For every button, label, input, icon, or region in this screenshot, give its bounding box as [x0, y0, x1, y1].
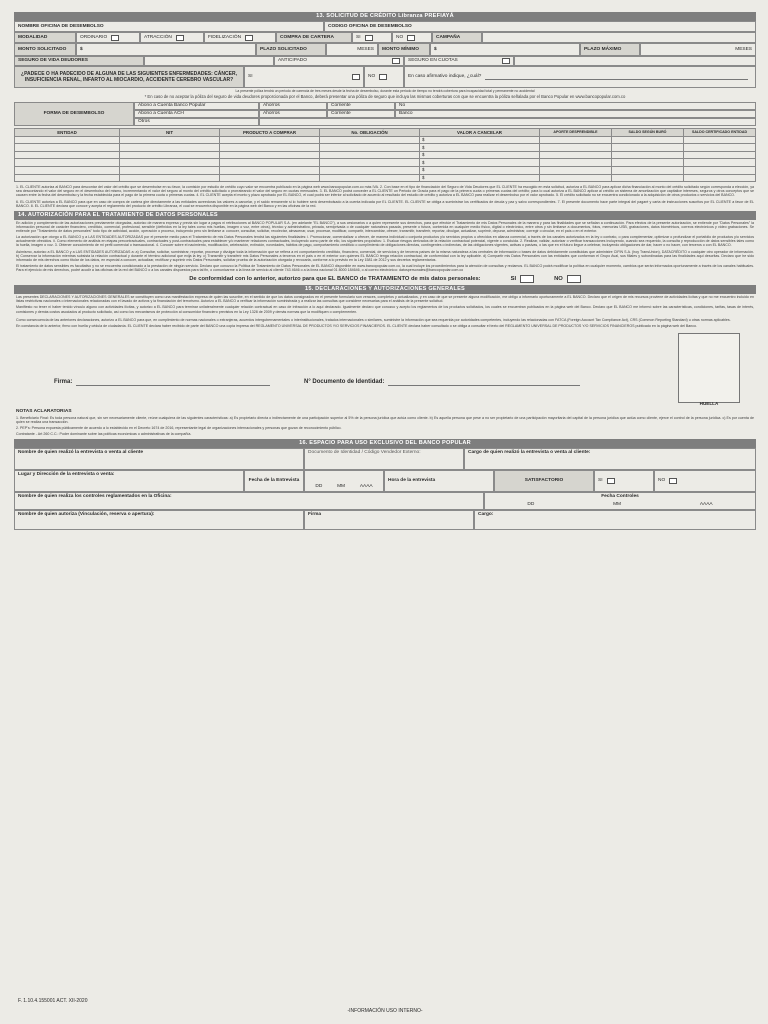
plazo-maximo-meses-label: MESES — [735, 46, 752, 52]
atraccion-label: ATRACCIÓN — [144, 34, 172, 40]
plazo-maximo-label: PLAZO MÁXIMO — [580, 43, 640, 56]
nombre-autoriza-field[interactable] — [14, 510, 304, 530]
nombre-controles-field[interactable] — [14, 492, 484, 510]
col-entidad: ENTIDAD — [15, 128, 120, 136]
codigo-oficina-field[interactable] — [324, 21, 756, 32]
nombre-entrevista-label: Nombre de quien realizó la entrevista o venta al cliente — [18, 450, 144, 456]
monto-currency: $ — [80, 46, 83, 52]
compra-no-label: NO — [396, 34, 404, 40]
abono-popular-no[interactable] — [395, 102, 756, 110]
datos-text-1: En adición y complemento de las autorizaciones previamente otorgadas, autorizo de manera expresa y previa sin lugar a pagos ni retribuciones al BANCO POPULAR S.A. (en adelante "EL BANCO"), a sus cesionarios o a quien represente sus derechos, para que efectúe el Tratamiento de mis Datos Personales de la manera y para las finalidades que se señalan a continuación. Para efectos de la presente autorización, se entiende por "Datos Personales" la información personal de carácter financiero, crediticio, comercial, profesional, sensible (definidos en la ley tales como mis huellas, imagen o voz, entre otros), técnico y administrativo, privada, semiprivada o de cualquier naturaleza pasada, presente o futura, contenida en cualquier medio físico, digital o electrónico, entre otros y sin limitarse a documentos, fotos, memorias USB, grabaciones, datos biométricos, correos electrónicos y video grabaciones. Se entiende por "Tratamiento de datos personales" todo tipo de actividad, acción, operación o proceso, incluyendo pero sin limitarse a: conocer, consultar, solicitar, recolectar, almacenar, usar, procesar, modificar, compartir, intercambiar, ofrecer, transmitir, transferir, reportar, divulgar, actualizar, suprimir, depurar, administrar, corregir o circular, en el país o en el exterior. — [16, 220, 754, 233]
ach-corriente-label: Corriente — [331, 110, 351, 116]
forma-desembolso-label: FORMA DE DESEMBOLSO — [14, 102, 134, 126]
col-obligacion: No. OBLIGACIÓN — [320, 128, 420, 136]
declaraciones-text-4: En constancia de lo anterior, firmo con huella y cédula de ciudadanía. EL CLIENTE declara haber recibido de parte del BANCO una copia impresa del REGLAMENTO UNIVERSAL DE PRODUCTOS Y/O SERVICIOS FINANCIEROS. EL CLIENTE declara haber consultado o se obliga a consultar el texto del REGLAMENTO UNIVERSAL DE PRODUCTOS Y/O SERVICIOS FINANCIEROS publicado en la página web del Banco. — [16, 323, 698, 328]
modalidad-ordinario[interactable] — [76, 32, 140, 43]
abono-ach-ahorros[interactable] — [259, 110, 327, 118]
poliza-note: * En caso de no aceptar la póliza del seguro de vida deudores proporcionada por el Banco, deberá presentar una póliza de seguro que incluya las mismas coberturas con que se encuentra la póliza señalada por el Banco Popular en www.bancopopular.com.co — [144, 94, 626, 100]
cargo-entrevista-field[interactable] — [464, 448, 756, 470]
satisfactorio-no[interactable] — [654, 470, 756, 492]
datos-si-label: SI — [510, 275, 517, 282]
otros-field[interactable] — [259, 118, 756, 126]
nombre-oficina-label: NOMBRE OFICINA DE DESEMBOLSO — [18, 23, 104, 29]
fecha-aaaa: AAAA — [359, 484, 373, 490]
cargo-autoriza-label: Cargo: — [478, 512, 494, 518]
credit-application-page — [14, 12, 756, 1016]
seguro-cuotas[interactable] — [404, 56, 514, 66]
lugar-entrevista-label: Lugar y Dirección de la entrevista o venta: — [18, 472, 115, 478]
plazo-maximo-field[interactable] — [640, 43, 756, 56]
modalidad-fidelizacion[interactable] — [204, 32, 276, 43]
declaraciones-text-1: Las presentes DECLARACIONES Y AUTORIZACIONES GENERALES se constituyen como una manifestación expresa de quien las suscribe, en el sentido de que los datos consignados en el presente formulario son veraces, completos y actualizados, y en caso de que se presente alguna modificación, me obligo a informarlo oportunamente a EL BANCO. Declaro que el origen de mis recursos proviene de actividades lícitas y que no me encuentro incluido en listas restrictivas nacionales o internacionales relacionadas con el lavado de activos y la financiación del terrorismo. Autorizo a EL BANCO a verificar la información suministrada y a realizar las consultas que considere necesarias para el análisis de la presente solicitud. — [16, 295, 754, 304]
ordinario-label: ORDINARIO — [80, 34, 108, 40]
seguro-vida-blank — [144, 56, 274, 66]
section-14-title: 14. AUTORIZACIÓN PARA EL TRATAMIENTO DE DATOS PERSONALES — [14, 211, 756, 220]
campana-label: CAMPAÑA — [432, 32, 482, 43]
table-row[interactable] — [15, 136, 756, 144]
enfermedad-cual-input[interactable] — [485, 75, 748, 80]
firma-field[interactable] — [54, 379, 274, 387]
cuotas-checkbox[interactable] — [502, 58, 510, 64]
nombre-controles-label: Nombre de quien realiza los controles reglamentados en la Oficina: — [18, 494, 172, 500]
compra-cartera-label: COMPRA DE CARTERA — [276, 32, 352, 43]
plazo-solicitado-label: PLAZO SOLICITADO — [256, 43, 326, 56]
lugar-entrevista-field[interactable] — [14, 470, 244, 492]
compra-si[interactable] — [352, 32, 392, 43]
datos-no-checkbox[interactable] — [567, 275, 581, 283]
nombre-autoriza-label: Nombre de quien autoriza (Vinculación, reserva o apertura): — [18, 512, 155, 518]
fecha-controles-field[interactable] — [484, 492, 756, 510]
compra-si-label: SI — [356, 34, 361, 40]
documento-vendedor-label: Documento de Identidad / Código Vendedor Externo: — [308, 450, 421, 456]
seguro-anticipado[interactable] — [274, 56, 404, 66]
monto-minimo-label: MONTO MÍNIMO — [378, 43, 430, 56]
valor-currency: $ — [420, 151, 540, 159]
anticipado-checkbox[interactable] — [392, 58, 400, 64]
datos-authorization-row — [14, 273, 756, 285]
ordinario-checkbox[interactable] — [111, 35, 119, 41]
huella-label: HUELLA — [699, 400, 719, 406]
footnotes-13: 1. EL CLIENTE autoriza al BANCO para descontar del valor del crédito que se desembolse en su favor, la comisión por estudio de crédito cuyo valor se encuentra publicado en la página web www.bancopopular.com.co más IVA. 2. Con base en el tipo de financiación del Seguro de Vida Deudores que EL CLIENTE ha escogido en esta solicitud, autoriza a EL BANCO para aplicar dicha financiación al monto del crédito solicitado según corresponda a elección, ya sea descontando el valor del seguro en el desembolso del mismo, incrementando el valor del seguro al monto del crédito solicitado o prorrateando el valor del seguro en cuotas mensuales. 3. EL BANCO podrá conceder a EL CLIENTE un Periodo de Gracia para el pago de la primera cuota o primeras cuotas del crédito; para lo cual autoriza a EL BANCO aplicar al crédito un sistema de amortización que capitalice intereses, seguros y otros conceptos que se causen entre la fecha del desembolso y la fecha establecida para el pago de la primera cuota o primeras cuotas. 4. EL CLIENTE acepta el monto y plazo aprobado por EL BANCO, el cual podrá ser inferior al solicitado de acuerdo al resultado del estudio de crédito y autoriza a EL BANCO para realizar el desembolso por el valor aprobado. 5. El crédito solicitado no se encuentra condicionado a la adquisición de otros productos o servicios del BANCO. — [16, 185, 754, 198]
compra-no[interactable] — [392, 32, 432, 43]
fidelizacion-label: FIDELIZACIÓN — [208, 34, 242, 40]
banco-label: Banco — [399, 110, 413, 116]
huella-box[interactable] — [678, 333, 740, 403]
table-row[interactable] — [15, 144, 756, 152]
footnotes-13b: 6. EL CLIENTE autoriza a EL BANCO para que en caso de compra de cartera gire directamente a las entidades acreedoras los valores a cancelar, y el saldo remanente si lo hubiere será desembolsado a la cuenta indicada por EL CLIENTE. EL CLIENTE se obliga a suministrar los certificados de deuda y paz y salvo correspondientes. 7. El presente documento hace parte integral del pagaré y carta de instrucciones suscritos por EL CLIENTE a favor de EL BANCO. 8. EL CLIENTE declara que conoce y acepta el reglamento del producto de crédito Libranza, el cual se encuentra disponible en la página web del Banco y en las oficinas de la red. — [16, 199, 754, 208]
table-row[interactable] — [15, 174, 756, 182]
fidelizacion-checkbox[interactable] — [245, 35, 253, 41]
enfermedad-si-label: SI — [248, 74, 253, 79]
plazo-meses-label: MESES — [357, 46, 374, 52]
enfermedad-si-checkbox[interactable] — [352, 74, 360, 80]
valor-currency: $ — [420, 159, 540, 167]
fecha-controles-label: Fecha Controles — [601, 494, 639, 500]
controles-mm: MM — [613, 502, 622, 508]
col-saldo-certificado: SALDO CERTIFICADO ENTIDAD — [684, 128, 756, 136]
col-nit: NIT — [120, 128, 220, 136]
cargo-autoriza-field[interactable] — [474, 510, 756, 530]
documento-line[interactable] — [388, 385, 580, 386]
firma-line[interactable] — [76, 385, 270, 386]
anticipado-label: ANTICIPADO — [278, 58, 307, 63]
seguro-blank — [514, 56, 756, 66]
no-label: No — [399, 102, 406, 108]
ach-ahorros-label: Ahorros — [263, 110, 280, 116]
section-15-title: 15. DECLARACIONES Y AUTORIZACIONES GENERALES — [14, 285, 756, 294]
valor-currency: $ — [420, 174, 540, 182]
documento-vendedor-field[interactable] — [304, 448, 464, 470]
satisfactorio-no-checkbox[interactable] — [669, 478, 677, 484]
section-13-title: 13. SOLICITUD DE CRÉDITO Libranza PREFIAYÁ — [14, 12, 756, 21]
cargo-entrevista-label: Cargo de quien realizó la entrevista o venta al cliente: — [468, 450, 591, 456]
nota-3: Contratante - Art 260 C.C.: Poder dominante sobre las políticas económicas o administrativas de la compañía. — [16, 432, 192, 437]
abono-ach-corriente[interactable] — [327, 110, 395, 118]
declaraciones-text-2: Manifiesto no tener ni haber tenido vínculo alguno con actividades ilícitas, y autorizo a EL BANCO para terminar unilateralmente cualquier relación contractual en caso de infracción a lo aquí declarado. Igualmente declaro que conozco y acepto los reglamentos de los productos solicitados, los cuales se encuentran publicados en la página web del Banco. Declaro que EL BANCO me informó sobre las características, condiciones, tarifas, tasas de interés, comisiones y demás costos asociados al producto solicitado, así como los mecanismos de protección al consumidor financiero previstos en la Ley 1328 de 2009 y demás normas que la modifiquen o complementen. — [16, 305, 754, 314]
table-row[interactable] — [15, 159, 756, 167]
codigo-oficina-label: CODIGO OFICINA DE DESEMBOLSO — [328, 23, 412, 29]
table-row[interactable] — [15, 151, 756, 159]
hora-entrevista-label: Hora de la entrevista — [388, 478, 436, 484]
monto-solicitado-field[interactable] — [76, 43, 256, 56]
datos-text-4: El tratamiento de datos sensibles es facultativo y no se encuentra condicionado a la prestación de ningún servicio. Declaro que conozco la Política de Tratamiento de Datos Personales de EL BANCO disponible en www.bancopopular.com.co, la cual incluye los procedimientos para la atención de consultas y reclamos. EL BANCO podrá modificar la política en cualquier momento, cambios que serán informados oportunamente a través de los canales habituales. Para el ejercicio de mis derechos, podré acudir a las oficinas de la red del BANCO o a los canales dispuestos para tal fin, o comunicarme a la línea de servicio al cliente 743 4646 o a la línea nacional 01 8000 184646, o al correo electrónico: datospersonales@bancopopular.com.co — [16, 263, 754, 272]
enfermedad-no[interactable] — [364, 66, 404, 88]
satisfactorio-no-label: NO — [658, 478, 666, 484]
valor-currency: $ — [420, 166, 540, 174]
valor-currency: $ — [420, 144, 540, 152]
enfermedad-cual[interactable] — [404, 66, 756, 88]
col-aporte: APORTE DESPRENDIBLE — [540, 128, 612, 136]
corriente-label: Corriente — [331, 102, 351, 108]
enfermedad-no-checkbox[interactable] — [379, 74, 387, 80]
controles-aaaa: AAAA — [699, 502, 713, 508]
cuotas-label: SEGURO EN CUOTAS — [408, 58, 458, 63]
fecha-entrevista-field[interactable] — [304, 470, 384, 492]
carencia-note: La presente póliza tendrá un periodo de carencia de tres meses desde la fecha de desembolso, durante esta periodo de tiempo no tendrá cobertura para incapacidad total y permanente no accidental — [235, 89, 535, 93]
abono-ach-banco[interactable] — [395, 110, 756, 118]
enfermedad-cual-label: En caso afirmativo indique, ¿cuál? — [408, 74, 482, 79]
controles-dd: DD — [527, 502, 535, 508]
footer-internal: -INFORMACIÓN USO INTERNO- — [347, 1007, 423, 1014]
enfermedad-si[interactable] — [244, 66, 364, 88]
nombre-oficina-field[interactable] — [14, 21, 324, 32]
form-code: F. 1.10.4.155001 ACT. XII-2020 — [18, 997, 88, 1004]
monto-minimo-currency: $ — [434, 46, 437, 52]
datos-text-2: La autorización que otorgo a EL BANCO y a LAS ENTIDADES AUTORIZADAS por el presente medio para el Tratamiento de mis Datos Personales tendrá las siguientes finalidades: i. Promocionar, comercializar u ofrecer, de manera individual o conjunta productos y/o servicios propios u ofrecidos en alianza comercial, a través de los canales autorizados en la ley o contrato, o para complementar, optimizar o profundizar el portafolio de productos y/o servicios actualmente ofrecidos. ii. Como elemento de análisis en etapas precontractuales, contractuales y post-contractuales para establecer y/o mantener relaciones contractuales, incluyendo como parte de ello, los siguientes propósitos: 1. Evaluar riesgos derivados de la relación contractual potencial, vigente o concluida. 2. Realizar, validar, autorizar o verificar transacciones incluyendo, cuando sea requerido, la consulta y reproducción de datos sensibles tales como la huella, imagen o voz. 3. Obtener conocimiento de mi perfil comercial o transaccional. 4. Conocer sobre el nacimiento, modificación, celebración, extinción, novedades, hábitos de pago, comportamiento crediticio o cumplimiento de obligaciones directas, contingentes o indirectas, de las obligaciones vigentes, activas o pasivas, o las que en el futuro llegue a celebrar, incluyendo obligaciones de dar, hacer o no hacer, con terceros o con EL BANCO. — [16, 235, 754, 248]
fecha-dd: DD — [315, 484, 323, 490]
datos-no-label: NO — [554, 275, 563, 282]
firma-label: Firma: — [54, 378, 73, 385]
fecha-entrevista-label: Fecha de la Entrevista — [248, 478, 300, 484]
plazo-solicitado-field[interactable] — [326, 43, 378, 56]
nota-1: 1. Beneficiario Final: Es toda persona natural que, sin ser necesariamente cliente, reúne cualquiera de las siguientes características: a) Es propietario directa o indirectamente de una participación superior al 5% de la persona jurídica que actúa como cliente. b) Es aquella persona que pese a no ser propietario de una participación mayoritaria del capital de la persona jurídica que actúa como cliente, ejerce el control de la persona jurídica. c) Es por cuenta de quien se realiza una transacción. — [16, 415, 754, 424]
satisfactorio-si[interactable] — [594, 470, 654, 492]
satisfactorio-si-checkbox[interactable] — [607, 478, 615, 484]
abono-popular-label: Abono a Cuenta Banco Popular — [134, 102, 259, 110]
monto-solicitado-label: MONTO SOLICITADO — [14, 43, 76, 56]
fecha-entrevista-label-cell — [244, 470, 304, 492]
modalidad-label: MODALIDAD — [14, 32, 76, 43]
modalidad-atraccion[interactable] — [140, 32, 204, 43]
documento-field[interactable] — [304, 379, 584, 387]
otros-label: Otros — [134, 118, 259, 126]
monto-minimo-field[interactable] — [430, 43, 580, 56]
table-row[interactable] — [15, 166, 756, 174]
seguro-vida-label: SEGURO DE VIDA DEUDORES — [14, 56, 144, 66]
datos-text-3: Asimismo, autorizo a EL BANCO y a LAS ENTIDADES AUTORIZADAS a: a) Consultar, solicitar, suministrar, reportar, procesar y divulgar toda la información que se refiera a mi comportamiento crediticio, financiero, comercial, de servicios y de terceros países de la misma naturaleza a las centrales de información o bases de datos debidamente constituidas que administre CIFIN S.A. (hoy TransUnion), DATACRÉDITO o cualquier otro operador de información. b) Conservar la información mientras subsista la relación contractual y durante el término adicional que exija la ley. c) Transmitir y transferir mis Datos Personales a terceros en el país o en el exterior con quienes EL BANCO tenga relación contractual, de conformidad con la ley aplicable. d) Compartir mis Datos Personales con las entidades que conforman el Grupo Aval, sus filiales y subordinadas para las finalidades aquí descritas. Declaro que he sido informado de mis derechos como titular de los datos, en especial a conocer, actualizar, rectificar y suprimir mis Datos Personales, solicitar prueba de la autorización otorgada y revocarla, conforme a lo previsto en la Ley 1581 de 2012 y sus decretos reglamentarios. — [16, 249, 754, 262]
nombre-entrevista-field[interactable] — [14, 448, 304, 470]
abono-popular-corriente[interactable] — [327, 102, 395, 110]
documento-label: N° Documento de Identidad: — [304, 378, 385, 385]
datos-si-checkbox[interactable] — [520, 275, 534, 283]
firma-autoriza-field[interactable] — [304, 510, 474, 530]
satisfactorio-si-label: SI — [598, 478, 603, 484]
abono-popular-ahorros[interactable] — [259, 102, 327, 110]
notas-title: NOTAS ACLARATORIAS — [16, 408, 72, 414]
valor-currency: $ — [420, 136, 540, 144]
satisfactorio-label: SATISFACTORIO — [494, 470, 594, 492]
fecha-mm: MM — [337, 484, 346, 490]
hora-entrevista-field[interactable] — [384, 470, 494, 492]
compra-cartera-table — [14, 128, 756, 182]
compra-no-checkbox[interactable] — [407, 35, 415, 41]
abono-ach-label: Abono a Cuenta ACH — [134, 110, 259, 118]
declaraciones-text-3: Como consecuencia de las anteriores declaraciones, autorizo a EL BANCO para que, en cumplimiento de normas nacionales o extranjeras, acuerdos intergubernamentales o interinstitucionales, tratados internacionales o similares, suministre la información que sea requerida por autoridades competentes, incluyendo las relacionadas con FATCA (Foreign Account Tax Compliance Act), CRS (Common Reporting Standard) u otras normas aplicables. — [16, 317, 731, 322]
firma-autoriza-label: Firma — [308, 512, 322, 518]
signature-area — [14, 333, 756, 409]
nota-2: 2. PEP's: Persona expuesta públicamente de acuerdo a lo establecido en el Decreto 1674 de 2016, representante legal de organizaciones internacionales y personas que gozan de reconocimiento público. — [16, 426, 342, 431]
compra-si-checkbox[interactable] — [365, 35, 373, 41]
ahorros-label: Ahorros — [263, 102, 280, 108]
col-saldo-buro: SALDO SEGÚN BURÓ — [612, 128, 684, 136]
campana-field[interactable] — [482, 32, 756, 43]
datos-agree-text: De conformidad con lo anterior, autorizo para que EL BANCO de TRATAMIENTO de mis datos personales: — [189, 275, 481, 282]
section-16-title: 16. ESPACIO PARA USO EXCLUSIVO DEL BANCO POPULAR — [14, 439, 756, 448]
col-producto: PRODUCTO A COMPRAR — [220, 128, 320, 136]
atraccion-checkbox[interactable] — [176, 35, 184, 41]
enfermedad-no-label: NO — [368, 74, 376, 79]
enfermedad-question: ¿PADECE O HA PADECIDO DE ALGUNA DE LAS SIGUIENTES ENFERMEDADES: CÁNCER, INSUFICIENCIA RENAL, INFARTO AL MIOCARDIO, ACCIDENTE CEREBRO VASCULAR? — [14, 66, 244, 88]
col-valor: VALOR A CANCELAR — [420, 128, 540, 136]
